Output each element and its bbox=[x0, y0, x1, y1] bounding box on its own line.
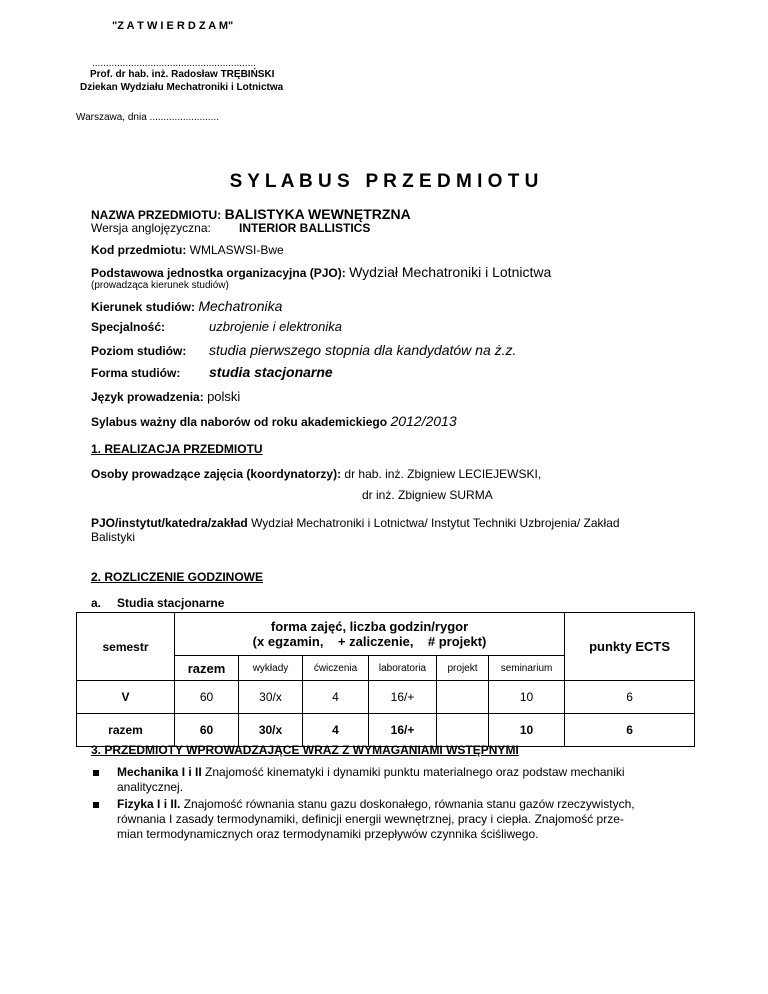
col-wyklady: wykłady bbox=[239, 656, 303, 681]
unit-value-2: Balistyki bbox=[91, 530, 136, 544]
col-razem: razem bbox=[175, 656, 239, 681]
item2-line3: mian termodynamicznych oraz termodynamiki przepływów czynnika ściśliwego. bbox=[117, 827, 539, 841]
spec-value: uzbrojenie i elektronika bbox=[209, 319, 342, 334]
english-label: Wersja anglojęzyczna: bbox=[91, 221, 211, 235]
section3-heading: 3. PRZEDMIOTY WPROWADZAJĄCE WRAZ Z WYMAGANIAMI WSTĘPNYMI bbox=[91, 743, 519, 757]
cell: 60 bbox=[175, 714, 239, 747]
cell: 10 bbox=[489, 681, 565, 714]
course-name-label: NAZWA PRZEDMIOTU: bbox=[91, 208, 222, 222]
coordinators-label: Osoby prowadzące zajęcia (koordynatorzy): bbox=[91, 467, 342, 481]
cell: 4 bbox=[303, 714, 369, 747]
item2-line2: równania I zasady termodynamiki, definicji energii wewnętrznej, pracy i ciepła. Znajomość prze- bbox=[117, 812, 624, 826]
subsection-title: Studia stacjonarne bbox=[117, 596, 225, 610]
course-name-value: BALISTYKA WEWNĘTRZNA bbox=[224, 206, 411, 222]
unit-label: PJO/instytut/katedra/zakład bbox=[91, 516, 248, 530]
item2-line1: Znajomość równania stanu gazu doskonałego, równania stanu gazów rzeczywistych, bbox=[180, 797, 635, 811]
coordinator-1: dr hab. inż. Zbigniew LECIEJEWSKI, bbox=[344, 467, 542, 481]
section1-heading: 1. REALIZACJA PRZEDMIOTU bbox=[91, 442, 263, 456]
cell: 16/+ bbox=[369, 714, 437, 747]
item1-line1: Znajomość kinematyki i dynamiki punktu materialnego oraz podstaw mechaniki bbox=[201, 765, 625, 779]
item2-title: Fizyka I i II. bbox=[117, 797, 181, 811]
pjo-value: Wydział Mechatroniki i Lotnictwa bbox=[349, 264, 552, 280]
cell: 16/+ bbox=[369, 681, 437, 714]
field-label: Kierunek studiów: bbox=[91, 300, 196, 314]
code-value: WMLASWSI-Bwe bbox=[189, 243, 284, 257]
level-label: Poziom studiów: bbox=[91, 344, 187, 358]
cell: 6 bbox=[565, 714, 695, 747]
approval-heading: "Z A T W I E R D Z A M" bbox=[112, 20, 234, 32]
list-item bbox=[117, 765, 695, 795]
form-header bbox=[175, 613, 565, 656]
form-header-line2: (x egzamin, + zaliczenie, # projekt) bbox=[252, 634, 487, 649]
cell: 30/x bbox=[239, 681, 303, 714]
form-label: Forma studiów: bbox=[91, 366, 181, 380]
col-projekt: projekt bbox=[437, 656, 489, 681]
table-row bbox=[77, 681, 695, 714]
spec-label: Specjalność: bbox=[91, 320, 166, 334]
cell: 6 bbox=[565, 681, 695, 714]
lang-value: polski bbox=[207, 389, 241, 404]
list-item bbox=[117, 797, 695, 842]
cell: 4 bbox=[303, 681, 369, 714]
valid-value: 2012/2013 bbox=[390, 413, 457, 429]
form-value: studia stacjonarne bbox=[209, 364, 333, 380]
english-value: INTERIOR BALLISTICS bbox=[239, 221, 371, 235]
item1-line2: analitycznej. bbox=[117, 780, 184, 794]
form-header-line1: forma zajęć, liczba godzin/rygor bbox=[270, 619, 469, 634]
code-label: Kod przedmiotu: bbox=[91, 243, 187, 257]
table-row bbox=[77, 714, 695, 747]
page-title: S Y L A B U S P R Z E D M I O T U bbox=[229, 171, 539, 192]
cell: V bbox=[77, 681, 175, 714]
lang-label: Język prowadzenia: bbox=[91, 390, 204, 404]
col-laboratoria: laboratoria bbox=[369, 656, 437, 681]
cell: 60 bbox=[175, 681, 239, 714]
bullet-icon bbox=[93, 802, 99, 808]
unit-value-1: Wydział Mechatroniki i Lotnictwa/ Instytut Techniki Uzbrojenia/ Zakład bbox=[251, 516, 620, 530]
valid-label: Sylabus ważny dla naborów od roku akademickiego bbox=[91, 415, 388, 429]
col-seminarium: seminarium bbox=[489, 656, 565, 681]
section2-heading: 2. ROZLICZENIE GODZINOWE bbox=[91, 570, 264, 584]
signer-title: Dziekan Wydziału Mechatroniki i Lotnictwa bbox=[80, 82, 284, 93]
hours-table bbox=[76, 612, 695, 747]
ects-header: punkty ECTS bbox=[565, 613, 695, 681]
cell bbox=[437, 681, 489, 714]
subsection-letter: a. bbox=[91, 596, 102, 610]
bullet-icon bbox=[93, 770, 99, 776]
semester-header: semestr bbox=[77, 613, 175, 681]
place-date: Warszawa, dnia ......................... bbox=[76, 112, 220, 123]
cell bbox=[437, 714, 489, 747]
signature-dots: ........................................................... bbox=[92, 58, 256, 69]
item1-title: Mechanika I i II bbox=[117, 765, 202, 779]
cell: 30/x bbox=[239, 714, 303, 747]
coordinator-2: dr inż. Zbigniew SURMA bbox=[362, 488, 493, 502]
cell: 10 bbox=[489, 714, 565, 747]
cell: razem bbox=[77, 714, 175, 747]
field-value: Mechatronika bbox=[198, 298, 283, 314]
col-cwiczenia: ćwiczenia bbox=[303, 656, 369, 681]
pjo-label: Podstawowa jednostka organizacyjna (PJO): bbox=[91, 266, 346, 280]
signer-name: Prof. dr hab. inż. Radosław TRĘBIŃSKI bbox=[90, 69, 275, 80]
pjo-note: (prowadząca kierunek studiów) bbox=[91, 280, 229, 291]
level-value: studia pierwszego stopnia dla kandydatów na ż.z. bbox=[209, 342, 517, 358]
